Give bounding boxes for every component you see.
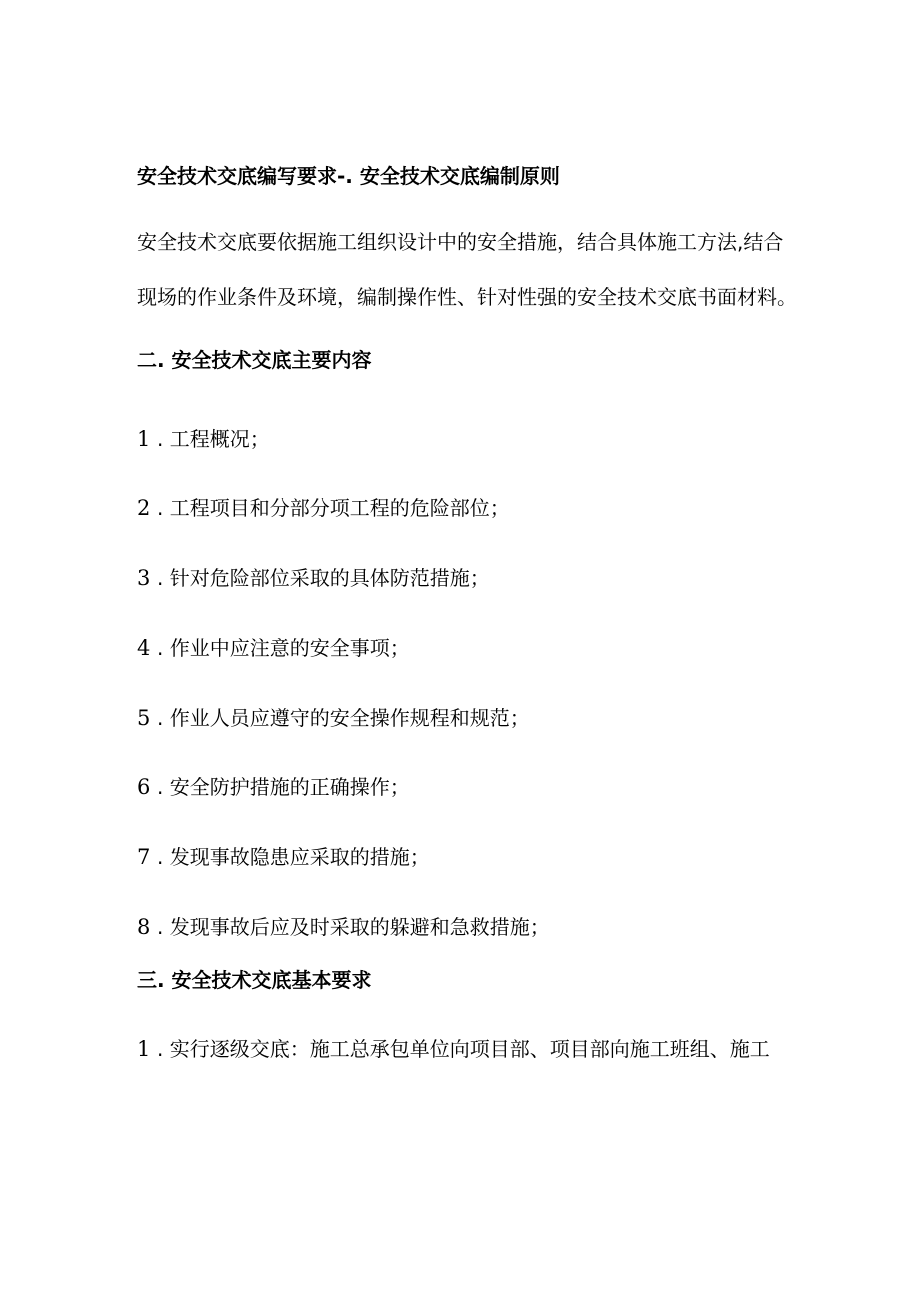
section-heading: 三. 安全技术交底基本要求 xyxy=(137,968,372,992)
list-item-number: 7 xyxy=(137,845,151,869)
list-item xyxy=(137,843,430,871)
document-title: 安全技术交底编写要求-. 安全技术交底编制原则 xyxy=(137,164,560,188)
list-item-number: 8 xyxy=(137,915,151,939)
list-item xyxy=(137,913,550,941)
paragraph-line: 安全技术交底要依据施工组织设计中的安全措施，结合具体施工方法,结合 xyxy=(137,230,784,254)
list-item-text: . 工程概况； xyxy=(157,427,270,451)
list-item xyxy=(137,773,410,801)
list-item-text: . 发现事故后应及时采取的躲避和急救措施； xyxy=(157,915,550,939)
list-item-text: . 针对危险部位采取的具体防范措施； xyxy=(157,566,490,590)
list-item xyxy=(137,564,490,592)
list-item-text: . 发现事故隐患应采取的措施； xyxy=(157,845,430,869)
paragraph-line: 现场的作业条件及环境，编制操作性、针对性强的安全技术交底书面材料。 xyxy=(137,285,797,309)
list-item-number: 4 xyxy=(137,636,151,660)
list-item-number: 6 xyxy=(137,775,151,799)
list-item-text: . 作业人员应遵守的安全操作规程和规范； xyxy=(157,706,530,730)
list-item-text: . 工程项目和分部分项工程的危险部位； xyxy=(157,496,510,520)
list-item xyxy=(137,494,510,522)
list-item-number: 1 xyxy=(137,427,151,451)
list-item-number: 3 xyxy=(137,566,151,590)
list-item-number: 1 xyxy=(137,1037,151,1061)
list-item-text: . 作业中应注意的安全事项； xyxy=(157,636,410,660)
list-item-text: . 安全防护措施的正确操作； xyxy=(157,775,410,799)
section-heading: 二. 安全技术交底主要内容 xyxy=(137,348,372,372)
list-item xyxy=(137,634,410,662)
list-item xyxy=(137,425,270,453)
list-item-number: 2 xyxy=(137,496,151,520)
list-item-number: 5 xyxy=(137,706,151,730)
list-item xyxy=(137,704,530,732)
list-item-text: . 实行逐级交底：施工总承包单位向项目部、项目部向施工班组、施工 xyxy=(157,1037,770,1061)
list-item xyxy=(137,1035,770,1063)
